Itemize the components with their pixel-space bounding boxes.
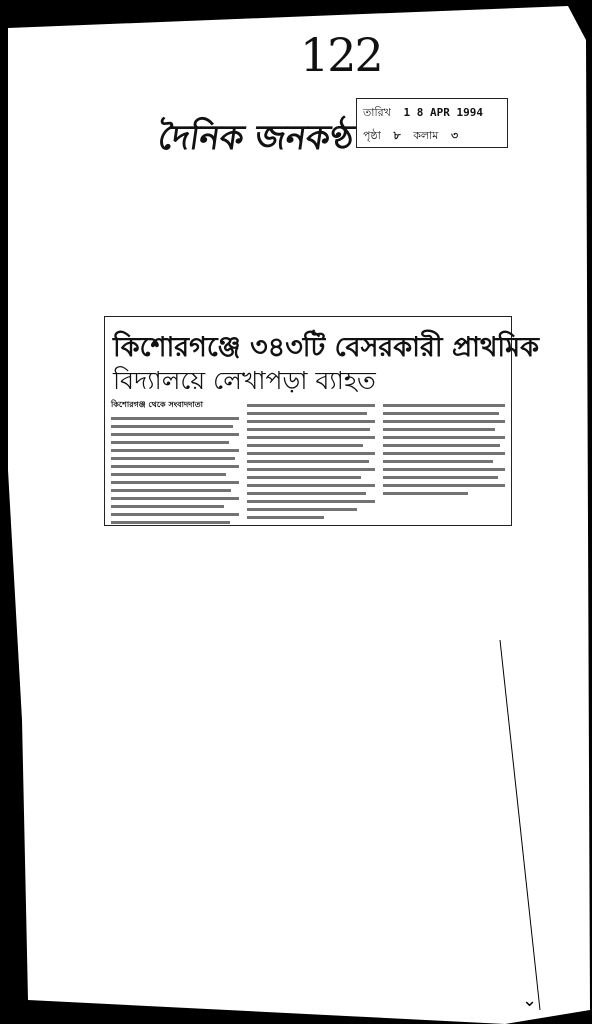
text-line [111, 489, 231, 492]
article-column-2 [247, 399, 375, 524]
text-line [111, 497, 239, 500]
text-line [383, 468, 505, 471]
text-line [383, 444, 500, 447]
text-line [383, 492, 468, 495]
stamp-page-row [363, 127, 464, 146]
clipping-headline-line2: বিদ্যালয়ে লেখাপড়া ব্যাহত [113, 366, 376, 395]
text-line [383, 484, 505, 487]
stamp-column-label: কলাম [413, 129, 439, 142]
text-line [383, 420, 505, 423]
text-line [247, 428, 370, 431]
text-line [247, 460, 369, 463]
text-line [111, 457, 235, 460]
text-line [111, 481, 239, 484]
text-line [111, 441, 229, 444]
stamp-date-row [363, 104, 489, 123]
text-line [383, 436, 505, 439]
text-line [111, 465, 239, 468]
corner-mark-icon: ⌄ [522, 990, 538, 1011]
text-line [111, 521, 230, 524]
text-line [111, 505, 224, 508]
stamp-page-label: পৃষ্ঠা [363, 129, 381, 142]
text-line [247, 444, 363, 447]
text-line [247, 436, 375, 439]
stamp-page-value: ৮ [393, 129, 401, 142]
text-line [111, 433, 239, 436]
article-byline: কিশোরগঞ্জ থেকে সংবাদদাতা [111, 400, 203, 409]
text-line [247, 508, 357, 511]
clipping-headline-line1: কিশোরগঞ্জে ৩৪৩টি বেসরকারী প্রাথমিক [113, 332, 540, 363]
text-line [383, 476, 498, 479]
text-line [383, 412, 499, 415]
news-clipping [104, 316, 540, 526]
text-line [247, 452, 375, 455]
text-line [247, 420, 375, 423]
text-line [111, 449, 239, 452]
article-column-3 [383, 399, 505, 500]
text-line [247, 404, 375, 407]
text-line [247, 412, 367, 415]
article-column-1 [111, 399, 239, 529]
newspaper-masthead: দৈনিক জনকণ্ঠ [155, 118, 357, 158]
text-line [247, 500, 375, 503]
text-line [247, 516, 324, 519]
text-line [383, 460, 493, 463]
text-line [383, 452, 505, 455]
stamp-date-label: তারিখ [363, 106, 391, 119]
text-line [383, 428, 495, 431]
archive-stamp [356, 98, 508, 148]
text-line [111, 425, 233, 428]
text-line [247, 484, 375, 487]
text-line [383, 404, 505, 407]
text-line [111, 473, 226, 476]
text-line [247, 476, 361, 479]
stamp-column-value: ৩ [451, 129, 459, 142]
text-line [247, 492, 366, 495]
text-line [111, 513, 239, 516]
text-line [111, 417, 239, 420]
handwritten-page-number: 122 [300, 28, 382, 82]
text-line [247, 468, 375, 471]
stamp-date-value: 1 8 APR 1994 [403, 106, 483, 119]
